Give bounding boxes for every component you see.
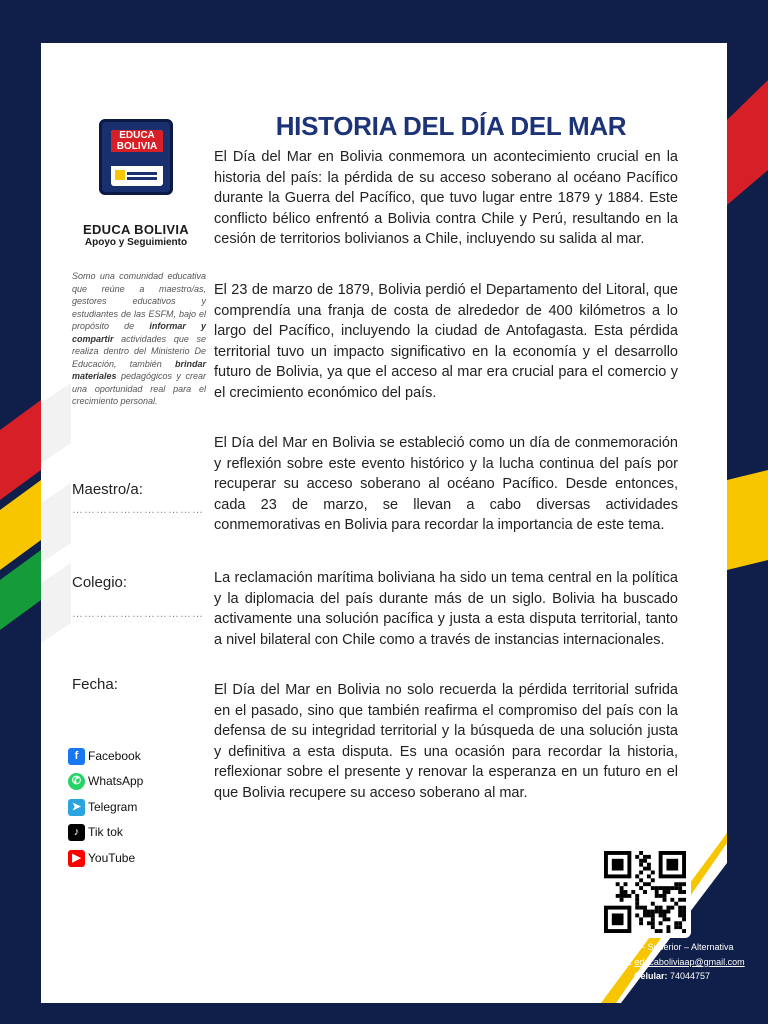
telegram-icon: ➤	[68, 799, 85, 816]
paragraph-3: El Día del Mar en Bolivia se estableció como un día de conmemoración y reflexión sobre este evento histórico y la lucha continua del país por recuperar su acceso soberano al océano Pacífico. Desde entonces, cada 23 de marzo, se llevan a cabo diversas actividades conmemorativas en Bolivia para recordar la importancia de este tema.	[214, 435, 678, 533]
teacher-field-label: Maestro/a:	[72, 481, 143, 498]
footer-phone: Celular: 74044757	[633, 971, 711, 981]
brand-subtitle: Apoyo y Seguimiento	[84, 237, 188, 248]
social-whatsapp[interactable]: ✆ WhatsApp	[68, 771, 143, 791]
qr-code-icon	[604, 851, 686, 933]
tiktok-icon: ♪	[68, 824, 85, 841]
social-facebook[interactable]: f Facebook	[68, 746, 141, 766]
social-telegram[interactable]: ➤ Telegram	[68, 797, 137, 817]
educa-bolivia-logo	[99, 119, 173, 195]
about-text: Somo una comunidad educativa que reúne a maestro/as, gestores educativos y estudiantes de las ESFM, bajo el propósito de informar y compartir actividades que se realiza dentro del Ministerio De Educación, también brindar materiales pedagógicos y crear una oportunidad real para el crecimiento personal.	[72, 271, 206, 406]
paragraph-4: La reclamación marítima boliviana ha sido un tema central en la política y la diplomacia del país durante más de un siglo. Bolivia ha buscado activamente una solución pacífica y justa a esta disputa territorial, tanto a nivel bilateral con Chile como a través de instancias internacionales.	[214, 570, 678, 648]
date-field-label: Fecha:	[72, 676, 118, 693]
facebook-icon: f	[68, 748, 85, 765]
logo-subtext	[111, 152, 163, 166]
brand-name: EDUCA BOLIVIA	[83, 222, 189, 237]
social-youtube[interactable]: ▶ YouTube	[68, 848, 135, 868]
school-field-line[interactable]: ……………………………	[72, 608, 204, 620]
social-tiktok[interactable]: ♪ Tik tok	[68, 822, 123, 842]
footer-levels: Regular- Superior – Alternativa	[610, 942, 734, 952]
qr-code	[599, 846, 691, 938]
paragraph-2: El 23 de marzo de 1879, Bolivia perdió el Departamento del Litoral, que comprendía una franja de costa de alrededor de 400 kilómetros a lo largo del Pacífico, incluyendo la ciudad de Antofagasta. Esta pérdida territorial tuvo un impacto significativo en la economía y el desarrollo futuro de Bolivia, ya que el acceso al mar era crucial para el comercio y el crecimiento económico del país.	[214, 282, 678, 401]
paragraph-1: El Día del Mar en Bolivia conmemora un acontecimiento crucial en la historia del país: la pérdida de su acceso soberano al océano Pacífico durante la Guerra del Pacífico, que tuvo lugar entre 1879 y 1884. Este conflicto bélico enfrentó a Bolivia contra Chile y Perú, resultando en la cesión de territorios bolivianos a Chile, incluyendo su salida al mar.	[214, 149, 678, 247]
logo-text-bolivia: BOLIVIA	[116, 141, 158, 152]
page-title: HISTORIA DEL DÍA DEL MAR	[275, 111, 627, 141]
youtube-icon: ▶	[68, 850, 85, 867]
footer-email[interactable]: Correo: educaboliviaap@gmail.com	[599, 957, 745, 967]
logo-text-educa: EDUCA	[111, 130, 163, 152]
whatsapp-icon: ✆	[68, 773, 85, 790]
school-field-label: Colegio:	[72, 574, 128, 591]
paragraph-5: El Día del Mar en Bolivia no solo recuerda la pérdida territorial sufrida en el pasado, sino que también reafirma el compromiso del país con la defensa de su integridad territorial y la búsqueda de una solución justa y definitiva a esta disputa. Es una ocasión para recordar la historia, reflexionar sobre el presente y renovar la esperanza en un futuro en el que Bolivia recupere su acceso soberano al mar.	[214, 682, 678, 801]
teacher-field-line[interactable]: ……………………………	[72, 504, 204, 516]
